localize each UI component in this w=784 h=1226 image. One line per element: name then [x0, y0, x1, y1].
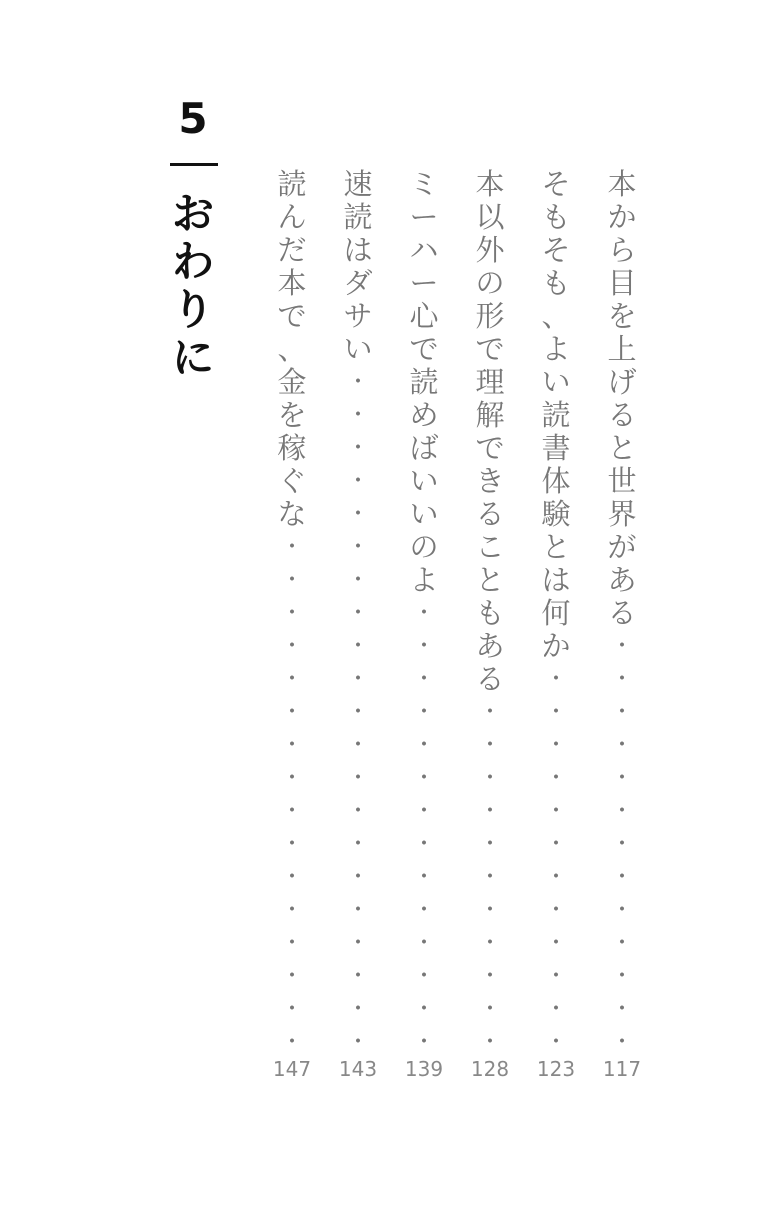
- toc-entry-title: そ も そ も 、 よ い 読 書 体 験 と は 何 か: [541, 167, 571, 663]
- toc-leader-dots: ・ ・ ・ ・ ・ ・ ・ ・ ・ ・ ・ ・ ・: [610, 634, 633, 1055]
- chapter-title-char: に: [171, 333, 214, 382]
- toc-page-number: 147: [272, 1057, 312, 1081]
- toc-page-number: 117: [602, 1057, 642, 1081]
- toc-page-number: 143: [338, 1057, 378, 1081]
- toc-page-number: 123: [536, 1057, 576, 1081]
- toc-entry-title: 速 読 は ダ サ い: [343, 167, 373, 366]
- toc-entry-title: 読 ん だ 本 で 、 金 を 稼 ぐ な: [277, 167, 307, 531]
- toc-page-number: 128: [470, 1057, 510, 1081]
- toc-entry-title: ミ ー ハ ー 心 で 読 め ば い い の よ: [409, 167, 439, 597]
- toc-leader-dots: ・ ・ ・ ・ ・ ・ ・ ・ ・ ・ ・ ・ ・ ・: [412, 601, 435, 1055]
- toc-entry-title: 本 以 外 の 形 で 理 解 で き る こ と も あ る: [475, 167, 505, 696]
- toc-page-number: 139: [404, 1057, 444, 1081]
- toc-entry-title: 本 か ら 目 を 上 げ る と 世 界 が あ る: [607, 167, 637, 630]
- toc-leader-dots: ・ ・ ・ ・ ・ ・ ・ ・ ・ ・ ・: [478, 700, 501, 1055]
- chapter-title-char: お: [171, 189, 214, 238]
- toc-leader-dots: ・ ・ ・ ・ ・ ・ ・ ・ ・ ・ ・ ・ ・ ・ ・ ・ ・ ・ ・ ・ ・: [346, 370, 369, 1055]
- chapter-number: 5: [178, 94, 208, 143]
- toc-leader-dots: ・ ・ ・ ・ ・ ・ ・ ・ ・ ・ ・ ・: [544, 667, 567, 1055]
- chapter-title-char: り: [171, 285, 214, 334]
- chapter-title-char: わ: [171, 237, 214, 286]
- toc-leader-dots: ・ ・ ・ ・ ・ ・ ・ ・ ・ ・ ・ ・ ・ ・ ・ ・: [280, 535, 303, 1055]
